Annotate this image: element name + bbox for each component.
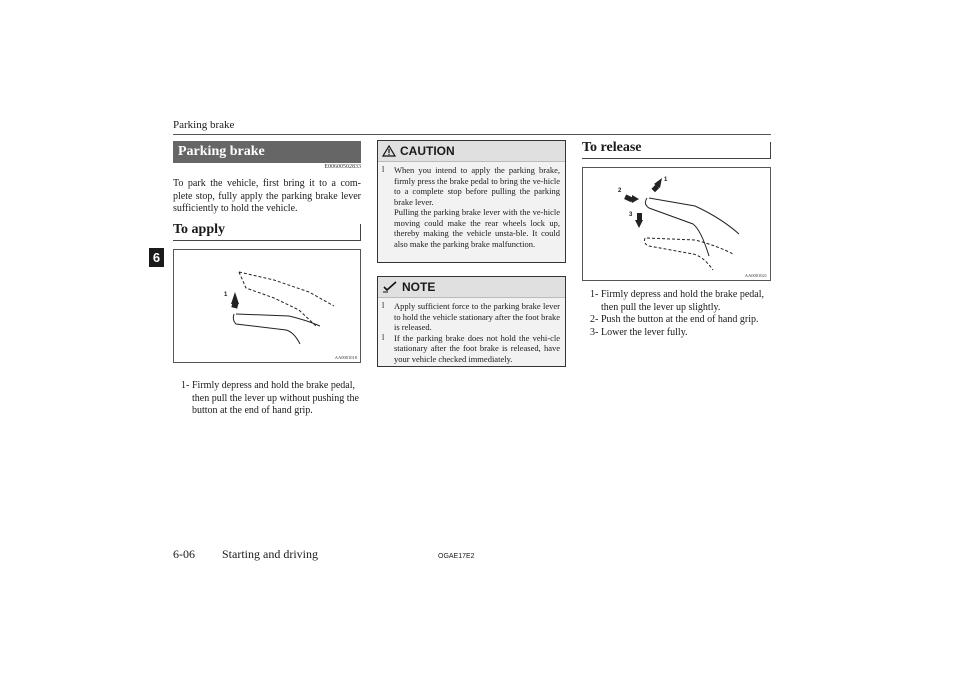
chapter-tab: 6 [149,248,164,267]
caution-label: CAUTION [400,144,455,158]
note-text-2: If the parking brake does not hold the vehi-cle stationary after the foot brake is released, have your vehicle checked immediately. [394,332,560,364]
header-rule [173,134,771,135]
pen-note-icon [382,281,398,293]
note-box [377,276,566,367]
bullet-glyph: l [382,301,385,310]
step-number: 1- [181,380,190,391]
apply-figure [173,249,361,363]
apply-heading-vrule [360,224,361,241]
note-item [382,333,560,365]
intro-paragraph: To park the vehicle, first bring it to a com-plete stop, fully apply the parking brake lever sufficiently to hold the vehicle. [173,178,361,214]
bullet-glyph: l [382,332,385,342]
release-step [590,314,772,327]
note-header [378,277,565,298]
document-code: E00600502833 [324,164,361,170]
release-illustration [583,168,770,280]
release-steps [590,289,772,339]
apply-illustration [174,250,360,362]
note-label: NOTE [402,280,436,294]
section-title [173,141,361,163]
figure-label-3: 3 [629,212,633,218]
note-item [382,301,560,333]
figure-label-2: 2 [618,188,622,194]
release-heading-vrule [770,142,771,159]
figure-code: AA0001018 [334,355,357,360]
running-header: Parking brake [173,119,235,131]
step-number: 1- [590,289,599,300]
step-text-rest: then pull the lever up slightly. [601,301,721,313]
caution-text-1: When you intend to apply the parking brake, firmly press the brake pedal to bring the ve-hicle to a complete stop before pulling the parking brake lever. [394,165,560,207]
figure-label: 1 [224,292,228,298]
section-name: Starting and driving [222,547,318,561]
step-text: Lower the lever fully. [601,326,688,338]
step-number: 3- [590,326,599,338]
release-heading-rule [582,158,771,159]
figure-code: AA0001021 [744,273,767,278]
apply-heading-rule [173,240,361,241]
bullet-glyph: l [382,165,385,174]
warning-triangle-icon [382,145,396,157]
figure-label-1: 1 [664,177,668,183]
caution-item [382,165,560,249]
manual-code: OGAE17E2 [438,553,475,560]
section-title-text: Parking brake [178,144,265,159]
step-number: 2- [590,314,599,325]
apply-heading: To apply [173,222,226,237]
caution-box [377,140,566,263]
step-text: Firmly depress and hold the brake pedal, [601,289,765,300]
caution-text-2: Pulling the parking brake lever with the ve-hicle moving could make the rear wheels lock up, thereby making the vehicle unsta-ble. It could also make the parking brake malfunction. [394,207,560,249]
step-text-rest: then pull the lever up without pushing the button at the end of hand grip. [192,392,359,416]
step-text: Firmly depress and hold the brake pedal, [192,380,356,391]
release-step [590,327,772,340]
release-step [590,289,772,314]
apply-step [181,380,361,418]
release-figure [582,167,771,281]
caution-header [378,141,565,162]
page-number: 6-06 [173,547,195,561]
release-heading: To release [582,140,642,155]
step-text: Push the button at the end of hand grip. [601,314,759,325]
note-text-1: Apply sufficient force to the parking brake lever to hold the vehicle stationary after the foot brake is released. [394,301,560,332]
